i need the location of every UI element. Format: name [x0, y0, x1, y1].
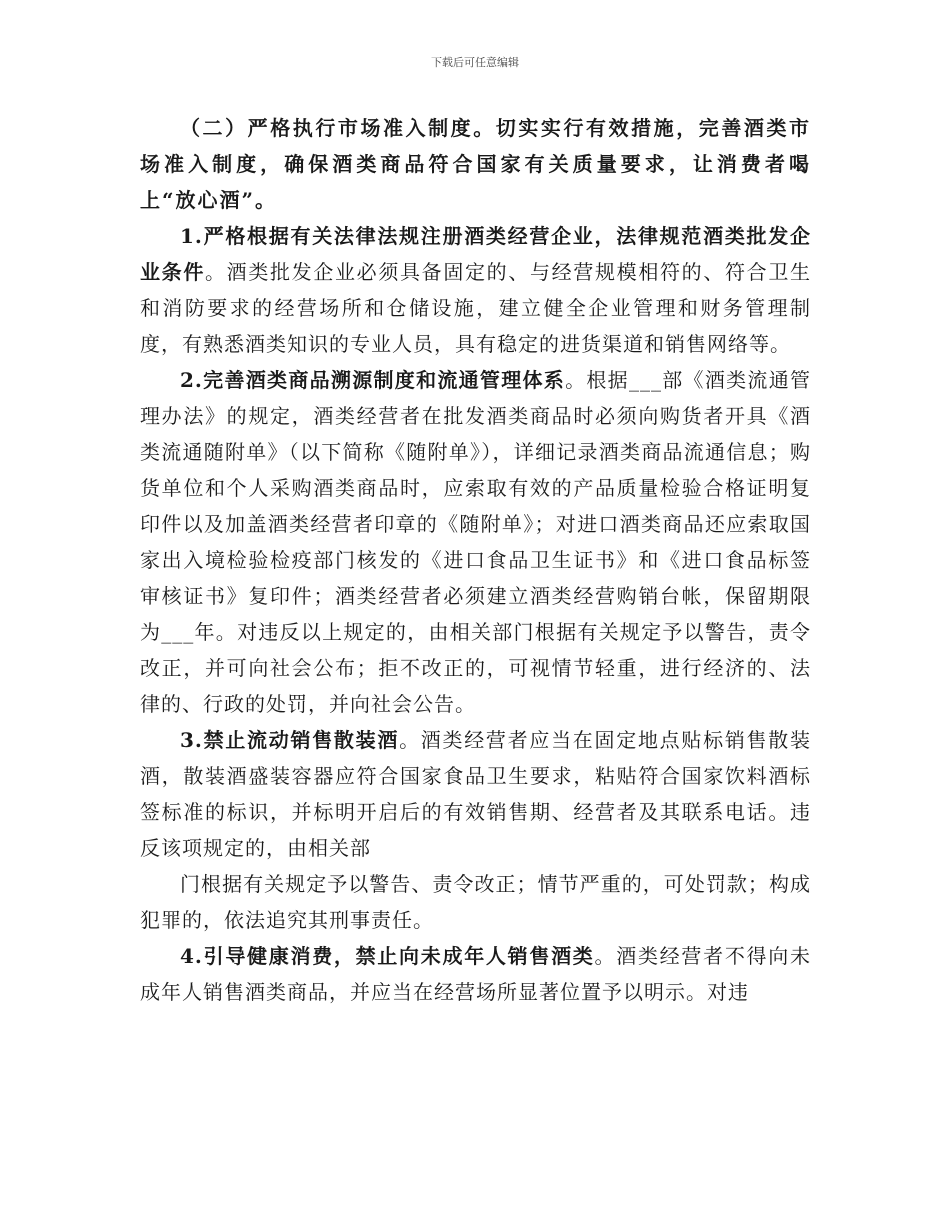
continuation-paragraph: 门根据有关规定予以警告、责令改正；情节严重的，可处罚款；构成犯罪的，依法追究其刑事责任。 — [140, 872, 811, 932]
page-header-note: 下载后可任意编辑 — [431, 56, 519, 69]
list-item — [140, 722, 811, 866]
section-heading: （二）严格执行市场准入制度。切实实行有效措施，完善酒类市场准入制度，确保酒类商品符合国家有关质量要求，让消费者喝上“放心酒”。 — [140, 116, 811, 212]
item-title: 2.完善酒类商品溯源制度和流通管理体系 — [180, 368, 566, 392]
item-title: 1.严格根据有关法律法规注册酒类经营企业，法律规范酒类批发企业条件 — [140, 224, 811, 284]
item-body: 。酒类批发企业必须具备固定的、与经营规模相符的、符合卫生和消防要求的经营场所和仓储设施，建立健全企业管理和财务管理制度，有熟悉酒类知识的专业人员，具有稳定的进货渠道和销售网络等。 — [140, 260, 811, 356]
list-item — [140, 938, 811, 1010]
item-body: 。酒类经营者不得向未成年人销售酒类商品，并应当在经营场所显著位置予以明示。对违 — [140, 944, 811, 1004]
item-title: 4.引导健康消费，禁止向未成年人销售酒类 — [180, 944, 595, 968]
list-item — [140, 218, 811, 362]
document-body — [140, 110, 811, 1010]
list-item — [140, 362, 811, 722]
item-body: 。根据___部《酒类流通管理办法》的规定，酒类经营者在批发酒类商品时必须向购货者开具《酒类流通随附单》（以下简称《随附单》），详细记录酒类商品流通信息；购货单位和个人采购酒类商品时，应索取有效的产品质量检验合格证明复印件以及加盖酒类经营者印章的《随附单》；对进口酒类商品还应索取国家出入境检验检疫部门核发的《进口食品卫生证书》和《进口食品标签审核证书》复印件；酒类经营者必须建立酒类经营购销台帐，保留期限为___年。对违反以上规定的，由相关部门根据有关规定予以警告，责令改正，并可向社会公布；拒不改正的，可视情节轻重，进行经济的、法律的、行政的处罚，并向社会公告。 — [140, 368, 811, 716]
item-body: 。酒类经营者应当在固定地点贴标销售散装酒，散装酒盛装容器应符合国家食品卫生要求，粘贴符合国家饮料酒标签标准的标识，并标明开启后的有效销售期、经营者及其联系电话。违反该项规定的，由相关部 — [140, 728, 811, 860]
item-title: 3.禁止流动销售散装酒 — [180, 728, 400, 752]
